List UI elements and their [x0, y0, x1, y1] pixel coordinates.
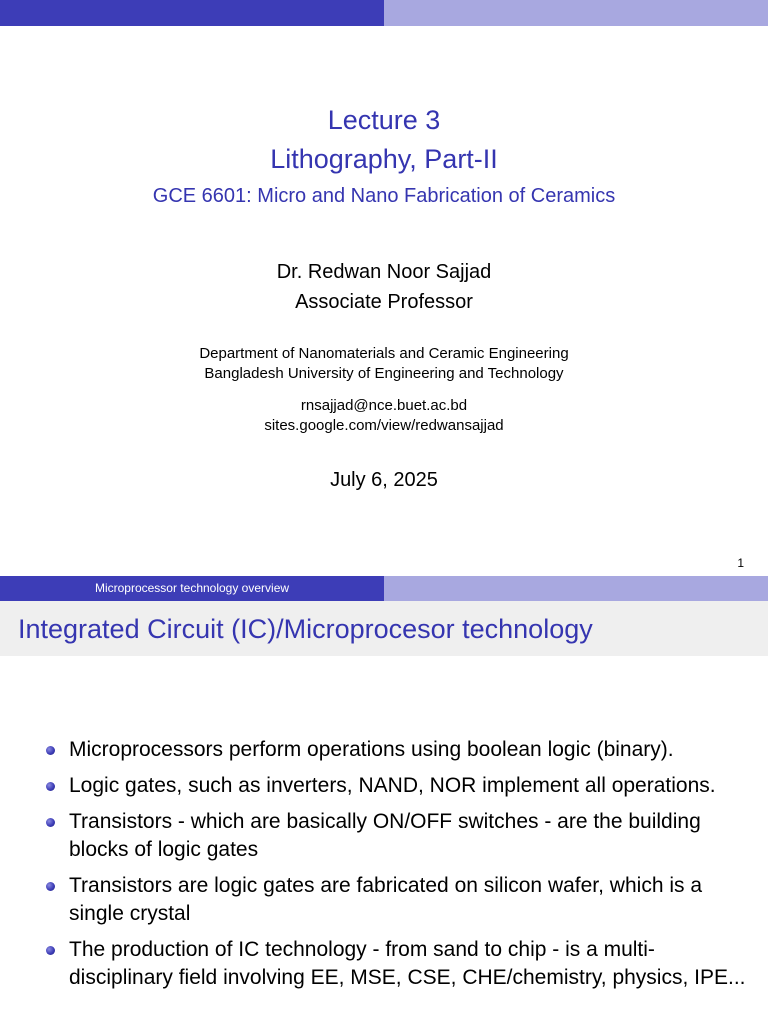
author-email: rnsajjad@nce.buet.ac.bd — [300, 397, 468, 414]
course-name: GCE 6601: Micro and Nano Fabrication of Ceramics — [152, 185, 616, 207]
nav-bar-right — [384, 576, 768, 601]
list-item-text: The production of IC technology - from sand to chip - is a multi-disciplinary field involving EE, MSE, CSE, CHE/chemistry, physics, IPE... — [69, 938, 746, 989]
list-item-text: Transistors are logic gates are fabricated on silicon wafer, which is a single crystal — [69, 874, 703, 925]
section-nav-bar — [0, 576, 768, 601]
list-item — [46, 808, 756, 864]
list-item-text: Microprocessors perform operations using boolean logic (binary). — [69, 738, 674, 761]
lecture-date: July 6, 2025 — [330, 469, 438, 491]
bullet-icon — [46, 782, 55, 791]
list-item-text: Transistors - which are basically ON/OFF switches - are the building blocks of logic gates — [69, 810, 701, 861]
list-item-text: Logic gates, such as inverters, NAND, NOR implement all operations. — [69, 774, 716, 797]
university: Bangladesh University of Engineering and Technology — [204, 365, 564, 382]
section-nav-link[interactable]: Microprocessor technology overview — [94, 581, 290, 595]
top-bar-right — [384, 0, 768, 26]
top-bar-left — [0, 0, 384, 26]
list-item — [46, 736, 756, 764]
list-item — [46, 772, 756, 800]
bullet-icon — [46, 818, 55, 827]
author-name: Dr. Redwan Noor Sajjad — [276, 261, 492, 283]
bullet-icon — [46, 746, 55, 755]
bullet-list — [46, 736, 756, 1000]
lecture-number: Lecture 3 — [327, 105, 441, 135]
bullet-icon — [46, 946, 55, 955]
list-item — [46, 936, 756, 992]
page-number: 1 — [737, 556, 744, 570]
bullet-icon — [46, 882, 55, 891]
lecture-title: Lithography, Part-II — [270, 144, 498, 174]
author-position: Associate Professor — [295, 291, 473, 313]
author-website: sites.google.com/view/redwansajjad — [264, 417, 504, 434]
frame-title: Integrated Circuit (IC)/Microprocesor technology — [18, 614, 593, 644]
list-item — [46, 872, 756, 928]
content-slide — [0, 576, 768, 1024]
department: Department of Nanomaterials and Ceramic Engineering — [199, 345, 569, 362]
top-bar — [0, 0, 768, 26]
